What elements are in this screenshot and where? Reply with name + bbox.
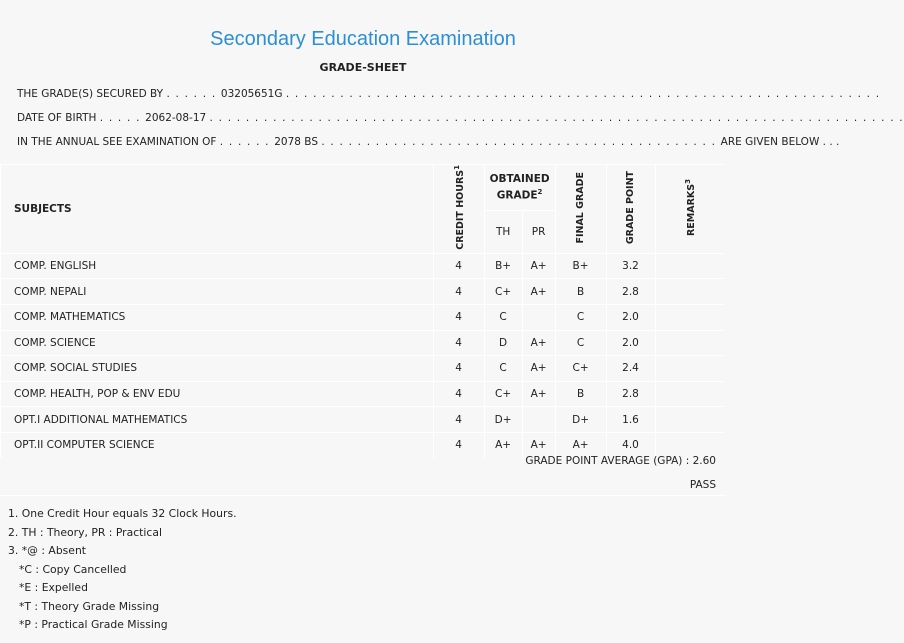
remarks-cell xyxy=(655,279,724,305)
th-grade-cell: D xyxy=(484,330,522,356)
pr-grade-cell xyxy=(522,304,555,330)
pr-grade-cell: A+ xyxy=(522,279,555,305)
table-row xyxy=(1,432,725,457)
subject-cell: COMP. MATHEMATICS xyxy=(1,304,434,330)
table-row xyxy=(1,279,725,305)
pr-grade-cell xyxy=(522,407,555,433)
subject-cell: COMP. SOCIAL STUDIES xyxy=(1,356,434,382)
remarks-cell xyxy=(655,356,724,382)
remarks-cell xyxy=(655,253,724,279)
note-item: *C : Copy Cancelled xyxy=(19,562,127,576)
th-header: TH xyxy=(484,210,522,253)
table-row xyxy=(1,356,725,382)
result-status: PASS xyxy=(689,479,716,491)
subject-cell: COMP. NEPALI xyxy=(1,279,434,305)
subjects-header: SUBJECTS xyxy=(1,165,434,254)
th-grade-cell: B+ xyxy=(484,253,522,279)
page-subtitle: GRADE-SHEET xyxy=(319,61,407,74)
credit-cell: 4 xyxy=(433,381,484,407)
remarks-cell xyxy=(655,407,724,433)
pr-grade-cell: A+ xyxy=(522,330,555,356)
dob-label: DATE OF BIRTH xyxy=(17,112,97,124)
pr-grade-cell: A+ xyxy=(522,381,555,407)
final-grade-cell: B xyxy=(555,381,606,407)
gpa-summary xyxy=(525,455,716,467)
subject-cell: OPT.I ADDITIONAL MATHEMATICS xyxy=(1,407,434,433)
dob-line: DATE OF BIRTH . . . . . 2062-08-17 . . . . . . . . . . . . . . . . . . . . . . . . . . . . . . . . . . . . . . . . . . . . . . . . . . . . . . . . . . . . . . . . . . . . . . . . . . . . . xyxy=(17,112,904,124)
secured-by-line: THE GRADE(S) SECURED BY . . . . . . 03205651G . . . . . . . . . . . . . . . . . . . . . . . . . . . . . . . . . . . . . . . . . . . . . . . . . . . . . . . . . . . . . . . . . . xyxy=(17,88,881,100)
credit-cell: 4 xyxy=(433,304,484,330)
subject-cell: OPT.II COMPUTER SCIENCE xyxy=(1,432,434,457)
note-item: 3. *@ : Absent xyxy=(8,544,87,557)
credit-cell: 4 xyxy=(433,330,484,356)
secured-by-value: 03205651G xyxy=(220,88,283,100)
note-item: *E : Expelled xyxy=(19,581,88,594)
credit-cell: 4 xyxy=(433,432,484,457)
grade-point-cell: 2.8 xyxy=(606,279,655,305)
final-grade-cell: C+ xyxy=(555,356,606,382)
note-item: *P : Practical Grade Missing xyxy=(19,618,168,631)
remarks-cell xyxy=(655,432,724,457)
table-row xyxy=(1,330,725,356)
remarks-cell xyxy=(655,304,724,330)
grade-point-cell: 3.2 xyxy=(606,253,655,279)
dob-value: 2062-08-17 xyxy=(145,112,207,124)
subject-cell: COMP. ENGLISH xyxy=(1,253,434,279)
grade-point-cell: 2.0 xyxy=(606,304,655,330)
page-title: Secondary Education Examination xyxy=(210,28,516,50)
credit-hours-header: CREDIT HOURS$^1$ xyxy=(433,165,484,254)
secured-by-label: THE GRADE(S) SECURED BY xyxy=(17,88,164,100)
pr-grade-cell: A+ xyxy=(522,432,555,457)
subject-cell: COMP. SCIENCE xyxy=(1,330,434,356)
exam-label: IN THE ANNUAL SEE EXAMINATION OF xyxy=(17,136,217,148)
exam-value: 2078 BS xyxy=(274,136,318,148)
grade-point-cell: 1.6 xyxy=(606,407,655,433)
remarks-cell xyxy=(655,330,724,356)
table-row xyxy=(1,304,725,330)
pr-grade-cell: A+ xyxy=(522,253,555,279)
exam-line: IN THE ANNUAL SEE EXAMINATION OF . . . . . . 2078 BS . . . . . . . . . . . . . . . . . . . . . . . . . . . . . . . . . . . . . . . . . . . . ARE GIVEN BELOW . . . xyxy=(17,136,840,148)
th-grade-cell: C xyxy=(484,304,522,330)
credit-cell: 4 xyxy=(433,407,484,433)
final-grade-cell: D+ xyxy=(555,407,606,433)
note-item: 2. TH : Theory, PR : Practical xyxy=(8,525,162,539)
table-row xyxy=(1,381,725,407)
th-grade-cell: A+ xyxy=(484,432,522,457)
final-grade-cell: C xyxy=(555,330,606,356)
remarks-cell xyxy=(655,381,724,407)
grade-point-cell: 2.0 xyxy=(606,330,655,356)
credit-cell: 4 xyxy=(433,279,484,305)
pr-grade-cell: A+ xyxy=(522,356,555,382)
credit-cell: 4 xyxy=(433,356,484,382)
grade-point-cell: 2.4 xyxy=(606,356,655,382)
gpa-label: GRADE POINT AVERAGE (GPA) : xyxy=(525,455,690,467)
exam-suffix: ARE GIVEN BELOW . . . xyxy=(720,136,840,148)
notes-list xyxy=(8,505,237,635)
remarks-header: REMARKS$^3$ xyxy=(655,165,724,254)
table-row xyxy=(1,253,725,279)
note-item: 1. One Credit Hour equals 32 Clock Hours. xyxy=(8,507,237,520)
final-grade-header: FINAL GRADE xyxy=(555,165,606,254)
gpa-value: 2.60 xyxy=(692,455,716,467)
pr-header: PR xyxy=(522,210,555,253)
grades-table xyxy=(0,164,724,458)
credit-cell: 4 xyxy=(433,253,484,279)
final-grade-cell: A+ xyxy=(555,432,606,457)
final-grade-cell: B xyxy=(555,279,606,305)
grade-point-cell: 2.8 xyxy=(606,381,655,407)
notes-divider xyxy=(0,495,726,496)
th-grade-cell: C+ xyxy=(484,381,522,407)
subject-cell: COMP. HEALTH, POP & ENV EDU xyxy=(1,381,434,407)
final-grade-cell: B+ xyxy=(555,253,606,279)
grade-point-cell: 4.0 xyxy=(606,432,655,457)
th-grade-cell: D+ xyxy=(484,407,522,433)
th-grade-cell: C xyxy=(484,356,522,382)
obtained-grade-header: OBTAINED GRADE$^2$ xyxy=(484,165,555,211)
note-item: *T : Theory Grade Missing xyxy=(19,599,160,613)
table-row xyxy=(1,407,725,433)
final-grade-cell: C xyxy=(555,304,606,330)
th-grade-cell: C+ xyxy=(484,279,522,305)
grade-point-header: GRADE POINT xyxy=(606,165,655,254)
